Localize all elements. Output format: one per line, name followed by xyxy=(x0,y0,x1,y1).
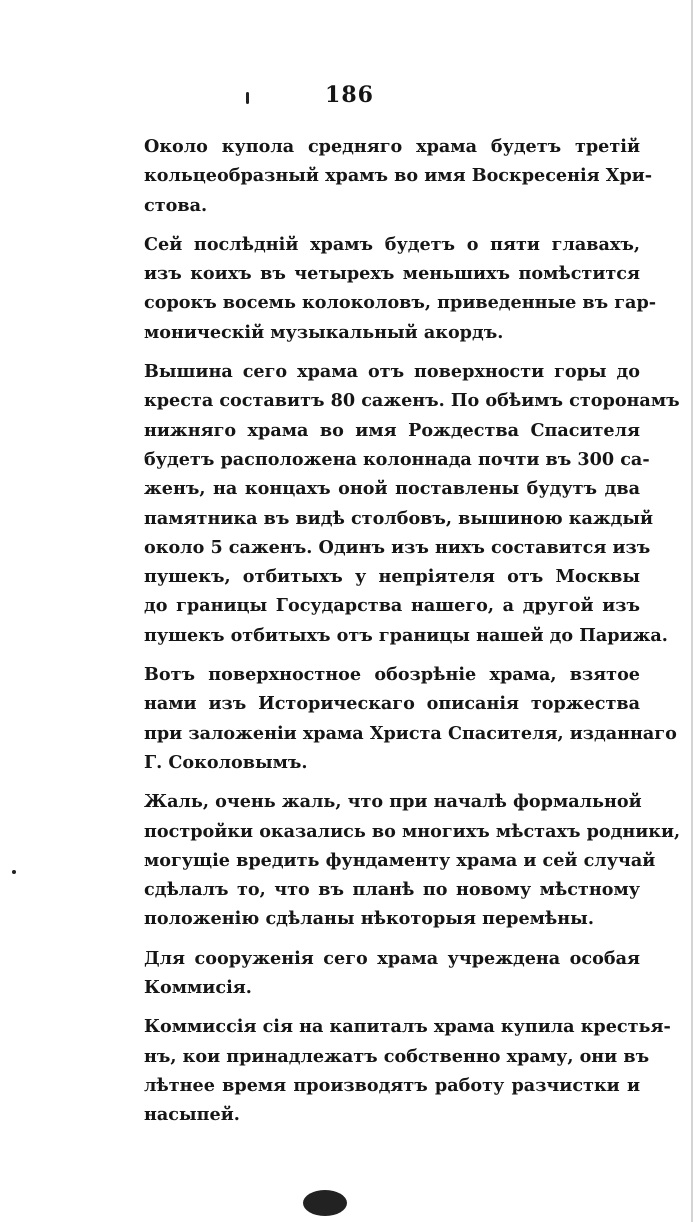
text-line: насыпей. xyxy=(144,1104,240,1126)
body-text xyxy=(120,132,681,1140)
text-line: кольцеобразный храмъ во имя Воскресенія Хри- xyxy=(144,165,653,187)
text-line: сорокъ восемь колоколовъ, приведенные въ гар- xyxy=(144,292,657,314)
ink-speck xyxy=(12,870,16,874)
text-line: лѣтнее время производятъ работу разчистки и xyxy=(144,1074,640,1096)
text-line: пушекъ отбитыхъ отъ границы нашей до Парижа. xyxy=(144,624,668,646)
text-line: Коммисія. xyxy=(144,977,252,999)
page-number: 186 xyxy=(325,82,374,108)
text-line: при заложеніи храма Христа Спасителя, изданнаго xyxy=(144,722,677,744)
text-line: изъ коихъ въ четырехъ меньшихъ помѣстится xyxy=(144,263,640,285)
text-line: Жаль, очень жаль, что при началѣ формальной xyxy=(144,791,642,813)
text-line: около 5 саженъ. Одинъ изъ нихъ составится изъ xyxy=(144,536,651,558)
text-line: положенію сдѣланы нѣкоторыя перемѣны. xyxy=(144,908,594,930)
ink-blot xyxy=(303,1190,347,1216)
paragraph-4 xyxy=(120,660,677,777)
text-line: стова. xyxy=(144,194,208,216)
text-line: Г. Соколовымъ. xyxy=(144,751,308,773)
paragraph-2 xyxy=(120,230,657,347)
text-line: до границы Государства нашего, а другой изъ xyxy=(144,595,640,617)
text-line: нъ, кои принадлежатъ собственно храму, они въ xyxy=(144,1045,650,1067)
paragraph-6 xyxy=(120,944,640,1003)
paragraph-5 xyxy=(120,787,681,933)
text-line: могущіе вредить фундаменту храма и сей случай xyxy=(144,849,656,871)
ink-speck xyxy=(246,92,249,104)
text-line: нижняго храма во имя Рождества Спасителя xyxy=(144,419,640,441)
text-line: моническій музыкальный акордъ. xyxy=(144,321,504,343)
text-line: будетъ расположена колоннада почти въ 300 са- xyxy=(144,448,650,470)
text-line: Для сооруженія сего храма учреждена особая xyxy=(144,947,640,969)
text-line: креста составитъ 80 саженъ. По обѣимъ сторонамъ xyxy=(144,390,680,412)
text-line: памятника въ видѣ столбовъ, вышиною каждый xyxy=(144,507,654,529)
text-line: Сей послѣдній храмъ будетъ о пяти главахъ, xyxy=(144,233,640,255)
paragraph-7 xyxy=(120,1012,671,1129)
text-line: Около купола средняго храма будетъ третій xyxy=(144,136,640,157)
paragraph-1 xyxy=(120,132,653,220)
scan-edge-shadow xyxy=(691,0,693,1222)
text-line: сдѣлалъ то, что въ планѣ по новому мѣстному xyxy=(144,879,640,901)
text-line: Вотъ поверхностное обозрѣніе храма, взятое xyxy=(144,664,640,686)
paragraph-3 xyxy=(120,357,680,650)
text-line: женъ, на концахъ оной поставлены будутъ два xyxy=(144,478,640,500)
text-line: постройки оказались во многихъ мѣстахъ родники, xyxy=(144,820,681,842)
text-line: Вышина сего храма отъ поверхности горы до xyxy=(144,361,640,383)
text-line: нами изъ Историческаго описанія торжества xyxy=(144,693,640,715)
text-line: пушекъ, отбитыхъ у непріятеля отъ Москвы xyxy=(144,566,640,588)
text-line: Коммиссія сія на капиталъ храма купила крестья- xyxy=(144,1016,671,1038)
